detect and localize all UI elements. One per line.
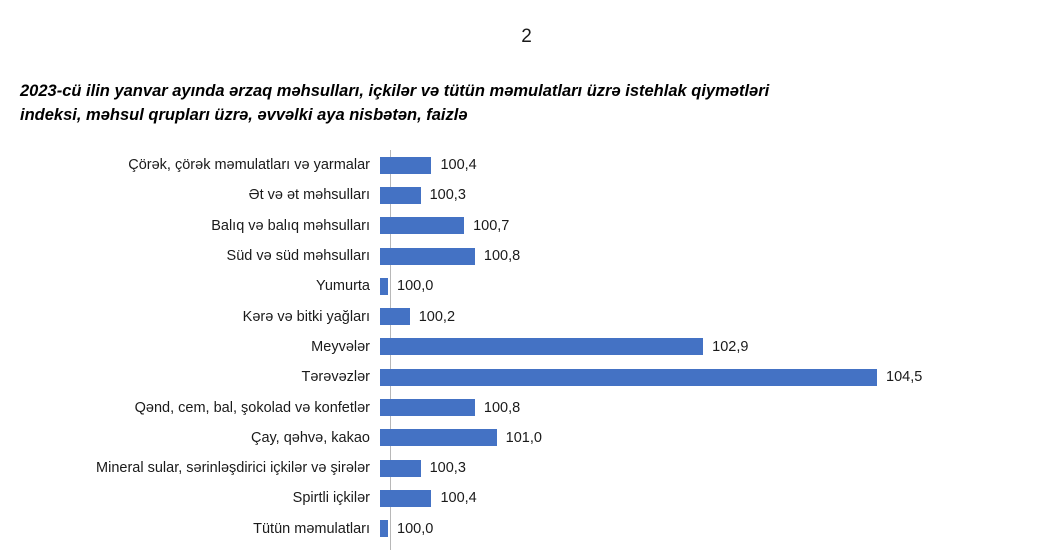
bar-track	[380, 453, 1053, 483]
bar-value-label: 100,3	[429, 460, 466, 477]
bar-track	[380, 483, 1053, 513]
bar-track	[380, 332, 1053, 362]
bar-row	[0, 150, 1053, 180]
bar-category-label: Mineral sular, sərinləşdirici içkilər və şirələr	[96, 460, 370, 477]
bar-track	[380, 271, 1053, 301]
bar	[380, 338, 703, 355]
bar-row	[0, 362, 1053, 392]
bar-value-label: 100,0	[397, 278, 434, 295]
bar-category-label: Qənd, cem, bal, şokolad və konfetlər	[134, 399, 370, 416]
bar-track	[380, 301, 1053, 331]
bar-value-label: 100,4	[440, 490, 477, 507]
bar-track	[380, 211, 1053, 241]
bar-row	[0, 301, 1053, 331]
bar-category-label: Yumurta	[316, 278, 370, 295]
bar	[380, 460, 421, 477]
bar-track	[380, 241, 1053, 271]
bar-category-label: Ət və ət məhsulları	[248, 187, 370, 204]
bar-value-label: 101,0	[505, 429, 542, 446]
page-number: 2	[521, 26, 532, 47]
bar-category-label: Çörək, çörək məmulatları və yarmalar	[128, 157, 370, 174]
bar-row	[0, 332, 1053, 362]
bar-chart	[0, 150, 1053, 550]
bar-category-label: Meyvələr	[311, 338, 370, 355]
bar	[380, 187, 421, 204]
bar	[380, 490, 431, 507]
bar-row	[0, 241, 1053, 271]
bar-category-label: Spirtli içkilər	[292, 490, 370, 507]
chart-title-line-2: indeksi, məhsul qrupları üzrə, əvvəlki aya nisbətən, faizlə	[20, 105, 468, 124]
bar-category-label: Süd və süd məhsulları	[226, 248, 370, 265]
bar-value-label: 100,2	[418, 308, 456, 325]
bar	[380, 278, 388, 295]
bar-row	[0, 392, 1053, 422]
bar-row	[0, 211, 1053, 241]
bar-value-label: 104,5	[886, 369, 923, 386]
bar-rows	[0, 150, 1053, 544]
bar-row	[0, 453, 1053, 483]
bar-category-label: Balıq və balıq məhsulları	[211, 217, 370, 234]
bar	[380, 217, 464, 234]
bar-category-label: Tütün məmulatları	[253, 520, 370, 537]
bar-value-label: 100,8	[483, 248, 521, 265]
bar-track	[380, 423, 1053, 453]
bar-category-label: Tərəvəzlər	[301, 369, 370, 386]
chart-title-line-1: 2023-cü ilin yanvar ayında ərzaq məhsulları, içkilər və tütün məmulatları üzrə istehlak qiymətləri	[20, 82, 770, 100]
bar-row	[0, 514, 1053, 544]
bar	[380, 248, 475, 265]
bar-category-label: Çay, qəhvə, kakao	[250, 429, 370, 446]
bar	[380, 520, 388, 537]
bar-row	[0, 271, 1053, 301]
bar-track	[380, 150, 1053, 180]
bar	[380, 369, 877, 386]
bar-value-label: 100,7	[473, 217, 510, 234]
bar-track	[380, 514, 1053, 544]
bar-value-label: 100,4	[440, 157, 477, 174]
bar-row	[0, 180, 1053, 210]
bar-track	[380, 180, 1053, 210]
bar-row	[0, 483, 1053, 513]
bar	[380, 157, 431, 174]
bar-value-label: 100,8	[483, 399, 521, 416]
chart-title	[20, 80, 1033, 128]
bar-track	[380, 392, 1053, 422]
bar-value-label: 102,9	[712, 338, 749, 355]
bar-row	[0, 423, 1053, 453]
bar-category-label: Kərə və bitki yağları	[242, 308, 370, 325]
bar-value-label: 100,3	[429, 187, 466, 204]
bar	[380, 429, 497, 446]
bar-track	[380, 362, 1053, 392]
bar	[380, 399, 475, 416]
bar-value-label: 100,0	[397, 520, 434, 537]
bar	[380, 308, 410, 325]
